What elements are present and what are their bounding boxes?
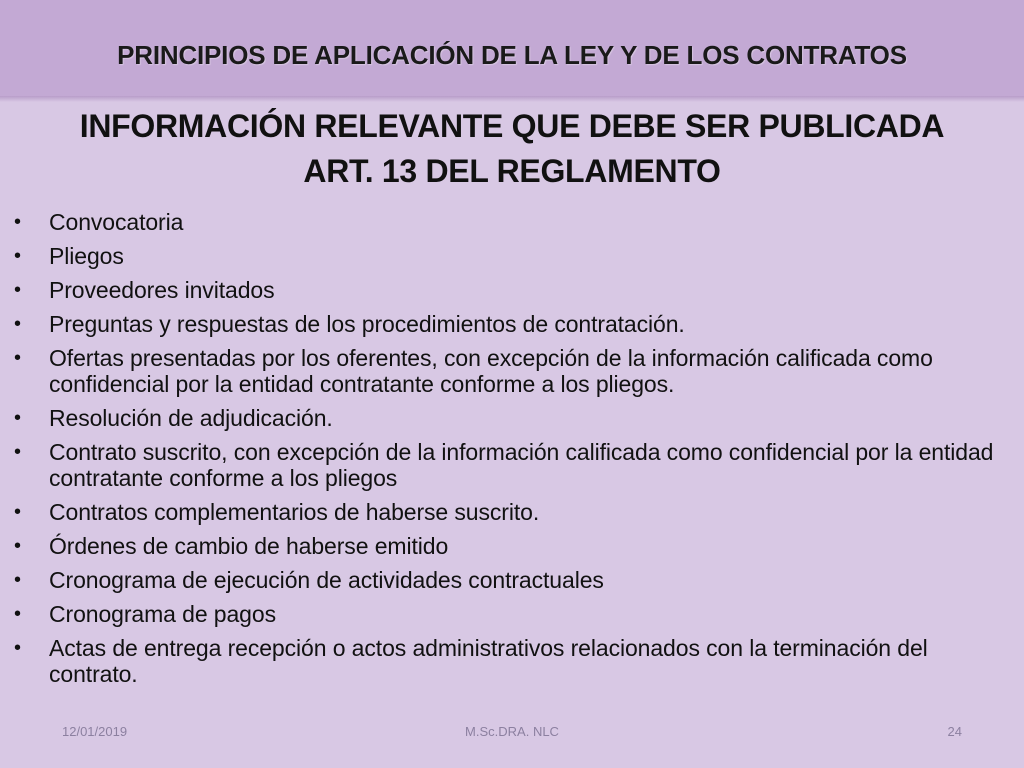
bullet-text: Pliegos <box>49 243 124 269</box>
bullet-icon: • <box>14 569 21 591</box>
bullet-text: Cronograma de pagos <box>49 601 276 627</box>
header-band-shadow <box>0 96 1024 102</box>
bullet-text: Resolución de adjudicación. <box>49 405 333 431</box>
bullet-item-contrato <box>14 439 1014 491</box>
bullet-item-cronograma-actividades <box>14 567 1014 593</box>
bullet-item-cronograma-pagos <box>14 601 1014 627</box>
bullet-item-preguntas <box>14 311 1014 337</box>
bullet-text: Órdenes de cambio de haberse emitido <box>49 533 449 559</box>
bullet-item-resolucion <box>14 405 1014 431</box>
slide-title-line-2: ART. 13 DEL REGLAMENTO <box>303 153 721 189</box>
footer-date: 12/01/2019 <box>62 724 128 739</box>
footer-page-number: 24 <box>947 724 962 739</box>
slide-title-line-1: INFORMACIÓN RELEVANTE QUE DEBE SER PUBLICADA <box>79 108 945 144</box>
bullet-item-convocatoria <box>14 209 1014 235</box>
bullet-item-actas <box>14 635 1014 687</box>
bullet-item-ofertas <box>14 345 1014 397</box>
bullet-text: Preguntas y respuestas de los procedimientos de contratación. <box>49 311 685 337</box>
bullet-icon: • <box>14 279 21 301</box>
bullet-icon: • <box>14 407 21 429</box>
bullet-text: Cronograma de ejecución de actividades contractuales <box>49 567 604 593</box>
bullet-text: Contratos complementarios de haberse suscrito. <box>49 499 540 525</box>
bullet-item-ordenes <box>14 533 1014 559</box>
bullet-item-proveedores <box>14 277 1014 303</box>
bullet-text: Contrato suscrito, con excepción de la información calificada como confidencial por la entidad contratante conforme a los pliegos <box>49 439 994 491</box>
bullet-icon: • <box>14 211 21 233</box>
bullet-text: Convocatoria <box>49 209 184 235</box>
footer-author: M.Sc.DRA. NLC <box>465 724 559 739</box>
bullet-item-complementarios <box>14 499 1014 525</box>
header-title: PRINCIPIOS DE APLICACIÓN DE LA LEY Y DE LOS CONTRATOS <box>117 40 907 70</box>
bullet-icon: • <box>14 347 21 369</box>
bullet-icon: • <box>14 603 21 625</box>
bullet-icon: • <box>14 501 21 523</box>
bullet-text: Ofertas presentadas por los oferentes, con excepción de la información calificada como confidencial por la entidad contratante conforme a los pliegos. <box>49 345 933 397</box>
bullet-item-pliegos <box>14 243 1014 269</box>
slide-title <box>20 104 1004 194</box>
bullet-text: Proveedores invitados <box>49 277 275 303</box>
bullet-icon: • <box>14 313 21 335</box>
bullet-icon: • <box>14 637 21 659</box>
bullet-icon: • <box>14 441 21 463</box>
bullet-icon: • <box>14 245 21 267</box>
bullet-list <box>14 209 1014 695</box>
bullet-text: Actas de entrega recepción o actos administrativos relacionados con la terminación del contrato. <box>49 635 928 687</box>
bullet-icon: • <box>14 535 21 557</box>
